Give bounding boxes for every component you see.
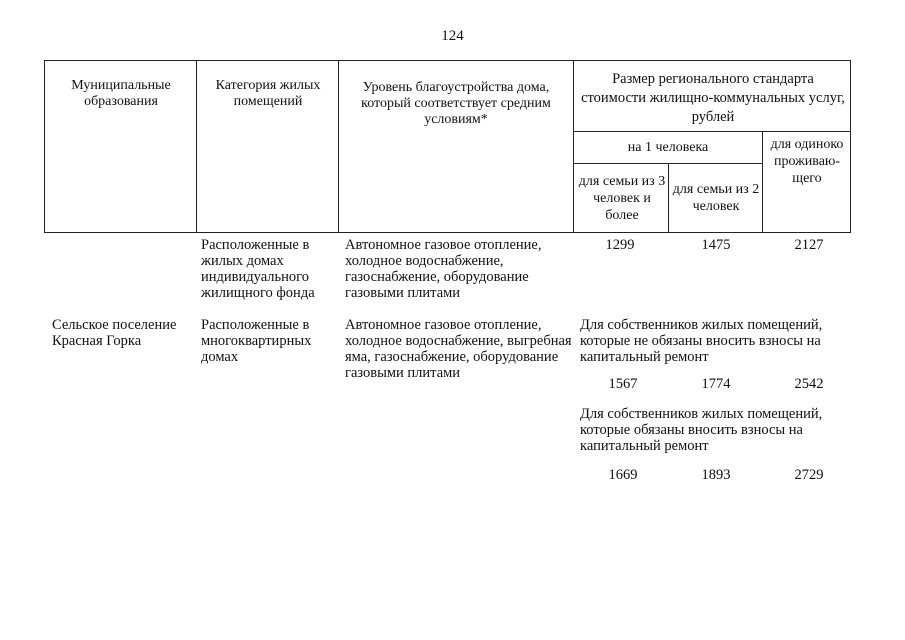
header-family-2: для семьи из 2 человек (672, 182, 760, 214)
header-right-border (850, 60, 851, 233)
header-municipality: Муниципальные образования (71, 78, 171, 109)
table-header (44, 60, 851, 233)
header-divider-1 (196, 60, 197, 233)
header-bottom-border (44, 232, 851, 233)
row1-category: Расположенные в жилых домах индивидуального жилищного фонда (201, 237, 315, 301)
header-divider-5 (762, 131, 763, 233)
row1-value-family2: 1475 (701, 237, 731, 253)
row1-value-single: 2127 (794, 237, 824, 253)
header-left-border (44, 60, 45, 233)
row1-value-family3: 1299 (605, 237, 635, 253)
header-standard-size: Размер регионального стандарта стоимости жилищно-коммунальных услуг, рублей (581, 71, 845, 125)
row2-value2-family3: 1669 (608, 467, 638, 483)
row2-value1-family2: 1774 (701, 376, 731, 392)
header-divider-3 (573, 60, 574, 233)
row2-note-capital-repair: Для собственников жилых помещений, которые обязаны вносить взносы на капитальный ремонт (580, 406, 823, 454)
header-divider-4 (668, 163, 669, 233)
header-level: Уровень благоустройства дома, который соответствует средним условиям* (361, 80, 551, 127)
header-top-border (44, 60, 851, 61)
header-divider-2 (338, 60, 339, 233)
row2-value2-single: 2729 (794, 467, 824, 483)
row1-level: Автономное газовое отопление, холодное водоснабжение, газоснабжение, оборудование газовыми плитами (345, 237, 542, 301)
header-category: Категория жилых помещений (215, 78, 321, 109)
header-single: для одиноко проживаю-щего (770, 137, 844, 186)
header-subgroup-border (573, 131, 851, 132)
header-family-3: для семьи из 3 человек и более (578, 174, 666, 223)
row2-municipality: Сельское поселение Красная Горка (52, 317, 177, 349)
row2-value2-family2: 1893 (701, 467, 731, 483)
row2-category: Расположенные в многоквартирных домах (201, 317, 312, 365)
row2-value1-single: 2542 (794, 376, 824, 392)
row2-level: Автономное газовое отопление, холодное водоснабжение, выгребная яма, газоснабжение, оборудование газовыми плитами (345, 317, 572, 381)
row2-note-no-capital-repair: Для собственников жилых помещений, которые не обязаны вносить взносы на капитальный ремонт (580, 317, 823, 365)
row2-value1-family3: 1567 (608, 376, 638, 392)
header-per-person: на 1 человека (627, 140, 709, 155)
page-number: 124 (441, 28, 464, 44)
